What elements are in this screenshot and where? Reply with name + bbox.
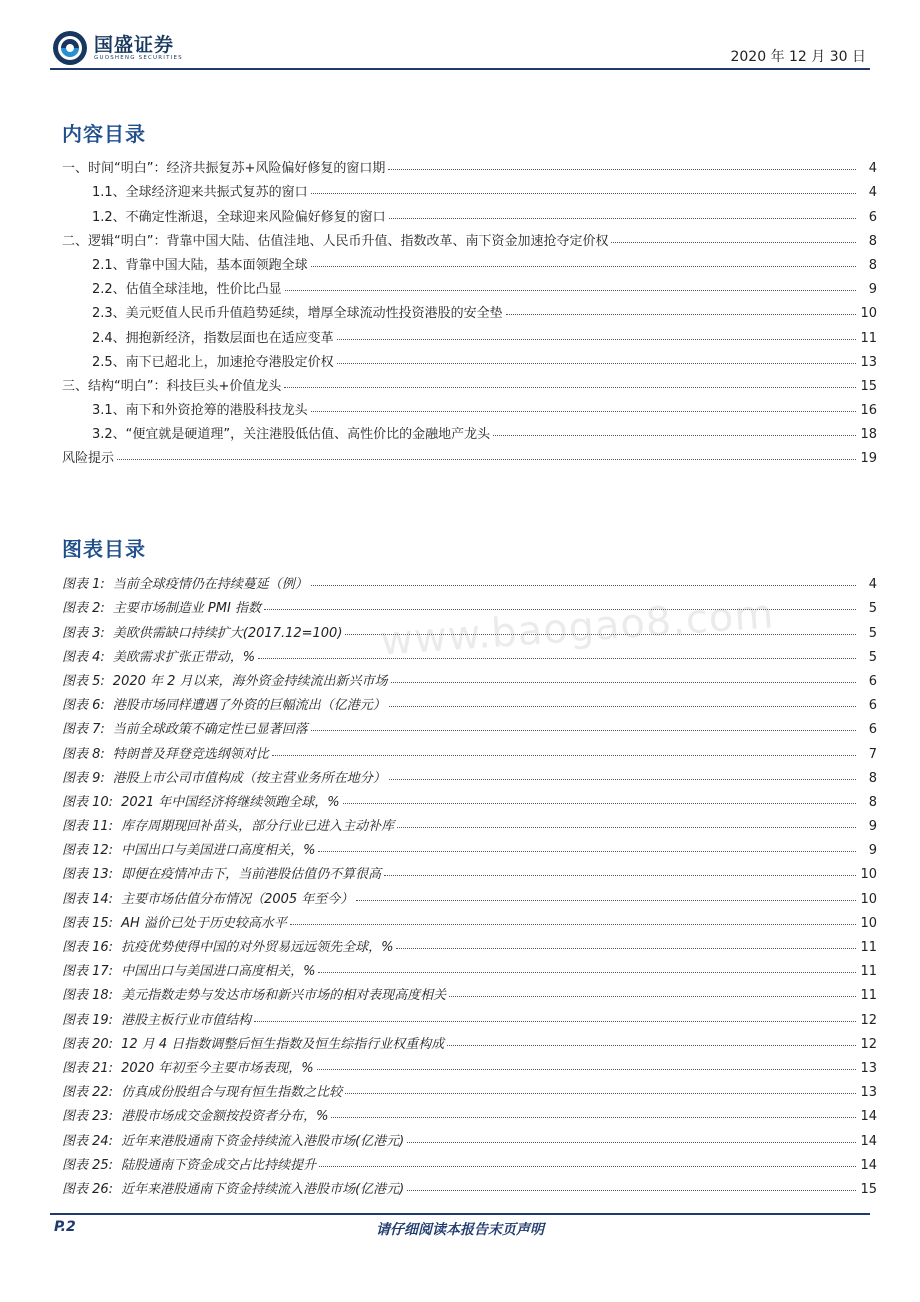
figure-entry-page: 15 (860, 1181, 877, 1197)
figure-entry-page: 11 (860, 940, 877, 955)
toc-entry-label: 风险提示 (62, 451, 115, 467)
figure-leader-dots (407, 1190, 856, 1191)
logo-chinese-name: 国盛证券 (94, 34, 175, 56)
page-number: P.2 (54, 1219, 76, 1235)
figure-entry-page: 14 (860, 1157, 877, 1173)
figure-entry-number: 图表 24: (62, 1133, 114, 1149)
toc-entry-label: 三、结构“明白”：科技巨头+价值龙头 (62, 378, 282, 394)
figure-entry-number: 图表 11: (62, 819, 114, 835)
figure-entry-label: 中国出口与美国进口高度相关，% (121, 964, 316, 980)
figure-entry-label: 2021 年中国经济将继续领跑全球，% (121, 794, 340, 810)
report-date: 2020 年 12 月 30 日 (730, 49, 866, 65)
figure-entry-page: 14 (860, 1133, 877, 1149)
toc-entry[interactable] (62, 370, 877, 394)
figure-leader-dots (384, 875, 856, 876)
figures-title: 图表目录 (62, 537, 146, 561)
figure-entry-number: 图表 22: (62, 1085, 114, 1101)
figure-entry[interactable] (62, 858, 877, 882)
toc-leader-dots (493, 435, 856, 436)
figure-leader-dots (272, 755, 856, 756)
figure-entry-page: 8 (868, 770, 877, 786)
figure-entry-page: 12 (860, 1012, 877, 1028)
toc-entry-page: 4 (868, 185, 877, 201)
figure-entry-number: 图表 15: (62, 915, 114, 931)
figure-leader-dots (311, 585, 856, 586)
toc-entry[interactable] (62, 225, 877, 249)
figure-entry-page: 13 (860, 1085, 877, 1101)
figure-leader-dots (258, 658, 856, 659)
toc-entry-page: 6 (868, 209, 877, 225)
toc-entry-page: 8 (868, 257, 877, 273)
figure-leader-dots (318, 851, 856, 852)
toc-entry[interactable] (62, 273, 877, 297)
figure-entry-label: 仿真成份股组合与现有恒生指数之比较 (121, 1085, 343, 1101)
toc-entry[interactable] (62, 418, 877, 442)
toc-entry[interactable] (62, 249, 877, 273)
figure-entry-label: 近年来港股通南下资金持续流入港股市场(亿港元) (121, 1133, 405, 1149)
page-header (50, 28, 868, 70)
figure-entry-label: AH 溢价已处于历史较高水平 (121, 915, 287, 931)
toc-leader-dots (311, 266, 856, 267)
figure-entry[interactable] (62, 931, 877, 955)
figure-entry-page: 8 (868, 794, 877, 810)
figure-leader-dots (391, 682, 856, 683)
figure-entry-label: 主要市场制造业 PMI 指数 (112, 601, 261, 617)
figure-entry-number: 图表 3: (62, 625, 105, 641)
figure-entry-page: 10 (860, 867, 877, 883)
toc-entry-label: 3.1、南下和外资抢筹的港股科技龙头 (92, 403, 308, 419)
figure-entry[interactable] (62, 1173, 877, 1197)
figure-leader-dots (447, 1045, 856, 1046)
toc-leader-dots (311, 193, 856, 194)
figure-entry[interactable] (62, 1028, 877, 1052)
figure-entry-page: 4 (868, 577, 877, 593)
guosheng-logo-icon (52, 30, 88, 66)
figure-entry-label: 港股市场同样遭遇了外资的巨幅流出（亿港元） (112, 698, 386, 714)
toc-leader-dots (285, 290, 856, 291)
figure-entry-label: 主要市场估值分布情况（2005 年至今） (121, 891, 354, 907)
figure-entry-number: 图表 23: (62, 1109, 114, 1125)
figure-entry-number: 图表 13: (62, 867, 114, 883)
figure-leader-dots (331, 1117, 856, 1118)
toc-entry-label: 1.1、全球经济迎来共振式复苏的窗口 (92, 185, 308, 201)
figure-entry[interactable] (62, 689, 877, 713)
toc-entry-page: 8 (868, 233, 877, 249)
figure-entry-page: 10 (860, 891, 877, 907)
figure-entry-label: 近年来港股通南下资金持续流入港股市场(亿港元) (121, 1181, 405, 1197)
toc-entry[interactable] (62, 346, 877, 370)
figure-entry[interactable] (62, 786, 877, 810)
toc-entry[interactable] (62, 394, 877, 418)
figure-entry-page: 11 (860, 988, 877, 1004)
figure-entry-label: 港股上市公司市值构成（按主营业务所在地分） (112, 770, 386, 786)
figure-entry-label: 12 月 4 日指数调整后恒生指数及恒生综指行业权重构成 (121, 1036, 445, 1052)
figure-leader-dots (290, 924, 856, 925)
figure-entry-label: 陆股通南下资金成交占比持续提升 (121, 1157, 317, 1173)
watermark: www.baogao8.com (378, 591, 776, 665)
toc-entry[interactable] (62, 321, 877, 345)
figure-entry[interactable] (62, 1052, 877, 1076)
figure-leader-dots (311, 730, 856, 731)
figure-entry-number: 图表 20: (62, 1036, 114, 1052)
toc-entry[interactable] (62, 152, 877, 176)
figure-entry-label: 抗疫优势使得中国的对外贸易远远领先全球，% (121, 940, 394, 955)
toc-leader-dots (506, 314, 856, 315)
figure-entry[interactable] (62, 737, 877, 761)
figure-entry-number: 图表 14: (62, 891, 114, 907)
figure-entry-number: 图表 10: (62, 794, 114, 810)
figure-entry-page: 9 (868, 819, 877, 835)
toc-leader-dots (117, 459, 856, 460)
figure-entry-number: 图表 5: (62, 673, 105, 689)
figure-entry-number: 图表 12: (62, 843, 114, 859)
toc-entry-page: 18 (860, 427, 877, 443)
figure-entry-number: 图表 6: (62, 698, 105, 714)
toc-leader-dots (388, 169, 856, 170)
contents-list (62, 152, 877, 466)
toc-entry-page: 10 (860, 306, 877, 322)
toc-entry-page: 13 (860, 354, 877, 370)
toc-entry-label: 一、时间“明白”：经济共振复苏+风险偏好修复的窗口期 (62, 161, 386, 177)
figure-leader-dots (318, 972, 856, 973)
figure-entry-number: 图表 9: (62, 770, 105, 786)
toc-entry[interactable] (62, 200, 877, 224)
figure-entry-page: 5 (868, 649, 877, 665)
figure-entry-page: 9 (868, 843, 877, 859)
figure-entry-number: 图表 19: (62, 1012, 114, 1028)
toc-entry-label: 3.2、“便宜就是硬道理”，关注港股低估值、高性价比的金融地产龙头 (92, 427, 491, 443)
disclaimer-note: 请仔细阅读本报告末页声明 (376, 1222, 544, 1238)
figure-entry-page: 13 (860, 1060, 877, 1076)
figure-entry[interactable] (62, 810, 877, 834)
figure-entry[interactable] (62, 1124, 877, 1148)
figure-entry-page: 12 (860, 1036, 877, 1052)
figure-entry[interactable] (62, 1100, 877, 1124)
toc-entry-page: 19 (860, 451, 877, 467)
figure-entry[interactable] (62, 665, 877, 689)
figure-entry-number: 图表 26: (62, 1181, 114, 1197)
figure-entry-number: 图表 17: (62, 964, 114, 980)
figure-entry-label: 中国出口与美国进口高度相关，% (121, 843, 316, 859)
figure-leader-dots (345, 1093, 856, 1094)
contents-title: 内容目录 (62, 122, 146, 146)
figure-entry[interactable] (62, 762, 877, 786)
toc-entry-label: 二、逻辑“明白”：背靠中国大陆、估值洼地、人民币升值、指数改革、南下资金加速抢夺定价权 (62, 233, 609, 249)
figure-entry-number: 图表 2: (62, 601, 105, 617)
toc-entry-page: 4 (868, 161, 877, 177)
toc-leader-dots (311, 411, 856, 412)
figure-entry-page: 11 (860, 964, 877, 980)
footer-divider (50, 1213, 870, 1215)
figure-entry-label: 即便在疫情冲击下，当前港股估值仍不算很高 (121, 867, 382, 883)
figure-entry[interactable] (62, 1149, 877, 1173)
toc-leader-dots (389, 218, 856, 219)
toc-entry-label: 2.4、拥抱新经济，指数层面也在适应变革 (92, 330, 334, 346)
toc-entry-label: 2.2、估值全球洼地，性价比凸显 (92, 282, 282, 298)
toc-entry-page: 11 (860, 330, 877, 346)
figure-entry-number: 图表 4: (62, 649, 105, 665)
figure-leader-dots (317, 1069, 856, 1070)
figure-entry-label: 港股市场成交金额按投资者分布，% (121, 1109, 329, 1125)
figure-entry-label: 美欧供需缺口持续扩大(2017.12=100) (112, 625, 343, 641)
figure-entry[interactable] (62, 1076, 877, 1100)
toc-entry[interactable] (62, 442, 877, 466)
toc-entry-label: 2.3、美元贬值人民币升值趋势延续，增厚全球流动性投资港股的安全垫 (92, 306, 503, 322)
figure-entry-number: 图表 7: (62, 722, 105, 738)
toc-entry[interactable] (62, 176, 877, 200)
figure-leader-dots (356, 900, 856, 901)
toc-entry-page: 16 (860, 403, 877, 419)
figure-entry-page: 7 (868, 746, 877, 762)
figure-entry-page: 5 (868, 601, 877, 617)
figure-entry-label: 美欧需求扩张正带动，% (112, 649, 256, 665)
figure-entry-label: 港股主板行业市值结构 (121, 1012, 252, 1028)
figures-list (62, 568, 877, 1197)
figure-leader-dots (449, 996, 856, 997)
logo-english-name: GUOSHENG SECURITIES (94, 55, 183, 61)
figure-entry-number: 图表 21: (62, 1060, 114, 1076)
figure-entry-label: 特朗普及拜登竞选纲领对比 (112, 746, 269, 762)
figure-entry-number: 图表 1: (62, 577, 105, 593)
figure-leader-dots (407, 1142, 856, 1143)
figure-leader-dots (389, 706, 856, 707)
figure-entry-page: 6 (868, 673, 877, 689)
figure-entry-number: 图表 18: (62, 988, 114, 1004)
figure-entry-page: 14 (860, 1109, 877, 1125)
toc-entry-label: 2.1、背靠中国大陆，基本面领跑全球 (92, 257, 308, 273)
figure-entry[interactable] (62, 979, 877, 1003)
figure-entry-label: 当前全球政策不确定性已显著回落 (112, 722, 308, 738)
figure-entry[interactable] (62, 955, 877, 979)
figure-entry-label: 2020 年 2 月以来，海外资金持续流出新兴市场 (112, 673, 388, 689)
figure-entry-label: 2020 年初至今主要市场表现，% (121, 1060, 314, 1076)
toc-leader-dots (337, 363, 856, 364)
toc-entry-label: 2.5、南下已超北上，加速抢夺港股定价权 (92, 354, 334, 370)
brand-logo (50, 28, 210, 68)
figure-entry-number: 图表 25: (62, 1157, 114, 1173)
figure-entry-label: 当前全球疫情仍在持续蔓延（例） (112, 577, 308, 593)
figure-leader-dots (319, 1166, 856, 1167)
figure-leader-dots (396, 948, 856, 949)
figure-entry[interactable] (62, 834, 877, 858)
figure-entry-number: 图表 16: (62, 940, 114, 955)
toc-entry-label: 1.2、不确定性渐退，全球迎来风险偏好修复的窗口 (92, 209, 386, 225)
figure-entry-label: 美元指数走势与发达市场和新兴市场的相对表现高度相关 (121, 988, 447, 1004)
figure-entry-number: 图表 8: (62, 746, 105, 762)
figure-entry-page: 6 (868, 698, 877, 714)
toc-leader-dots (611, 242, 856, 243)
figure-entry-page: 6 (868, 722, 877, 738)
figure-leader-dots (389, 779, 856, 780)
toc-entry-page: 9 (868, 282, 877, 298)
figure-entry[interactable] (62, 907, 877, 931)
figure-entry-page: 10 (860, 915, 877, 931)
header-divider (50, 68, 870, 70)
figure-entry-page: 5 (868, 625, 877, 641)
figure-leader-dots (343, 803, 856, 804)
figure-entry[interactable] (62, 1003, 877, 1027)
toc-leader-dots (337, 339, 856, 340)
figure-leader-dots (254, 1021, 856, 1022)
figure-entry-label: 库存周期现回补苗头，部分行业已进入主动补库 (121, 819, 395, 835)
toc-leader-dots (284, 387, 856, 388)
figure-leader-dots (397, 827, 856, 828)
figure-entry[interactable] (62, 882, 877, 906)
figure-entry[interactable] (62, 713, 877, 737)
toc-entry-page: 15 (860, 378, 877, 394)
figure-entry[interactable] (62, 568, 877, 592)
toc-entry[interactable] (62, 297, 877, 321)
